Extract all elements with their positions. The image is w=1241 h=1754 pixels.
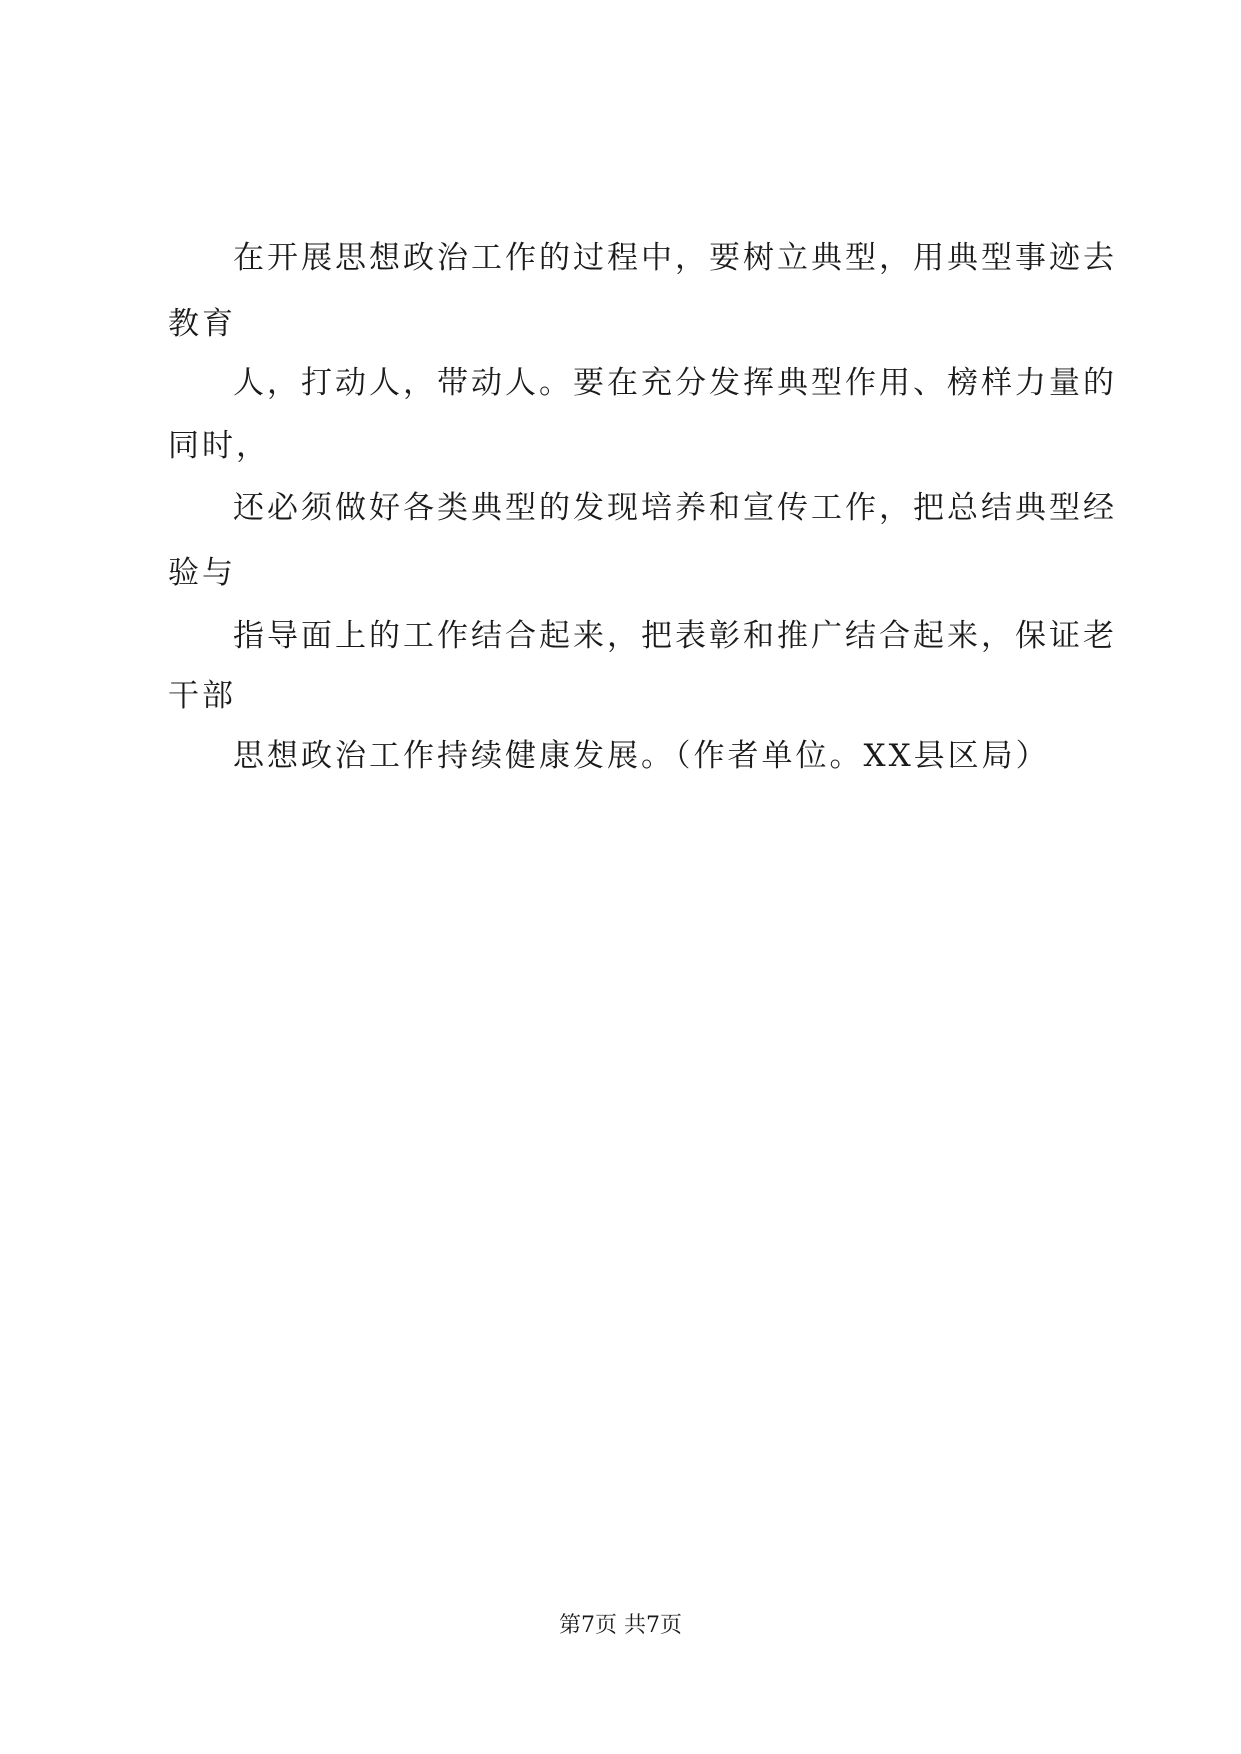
paragraph-line-2: 人，打动人，带动人。要在充分发挥典型作用、榜样力量的 [233, 365, 1117, 401]
paragraph-line-1: 在开展思想政治工作的过程中，要树立典型，用典型事迹去 [233, 240, 1117, 276]
paragraph-line-5: 思想政治工作持续健康发展。（作者单位。XX县区局） [233, 738, 1050, 774]
page-footer: 第7页 共7页 [559, 1613, 682, 1638]
paragraph-line-4-wrap: 干部 [168, 678, 236, 714]
paragraph-line-2-wrap: 同时， [168, 428, 270, 464]
paragraph-line-1-wrap: 教育 [168, 306, 236, 342]
paragraph-line-3-wrap: 验与 [168, 555, 236, 591]
paragraph-line-3: 还必须做好各类典型的发现培养和宣传工作，把总结典型经 [233, 490, 1117, 526]
paragraph-line-4: 指导面上的工作结合起来，把表彰和推广结合起来，保证老 [233, 618, 1117, 654]
